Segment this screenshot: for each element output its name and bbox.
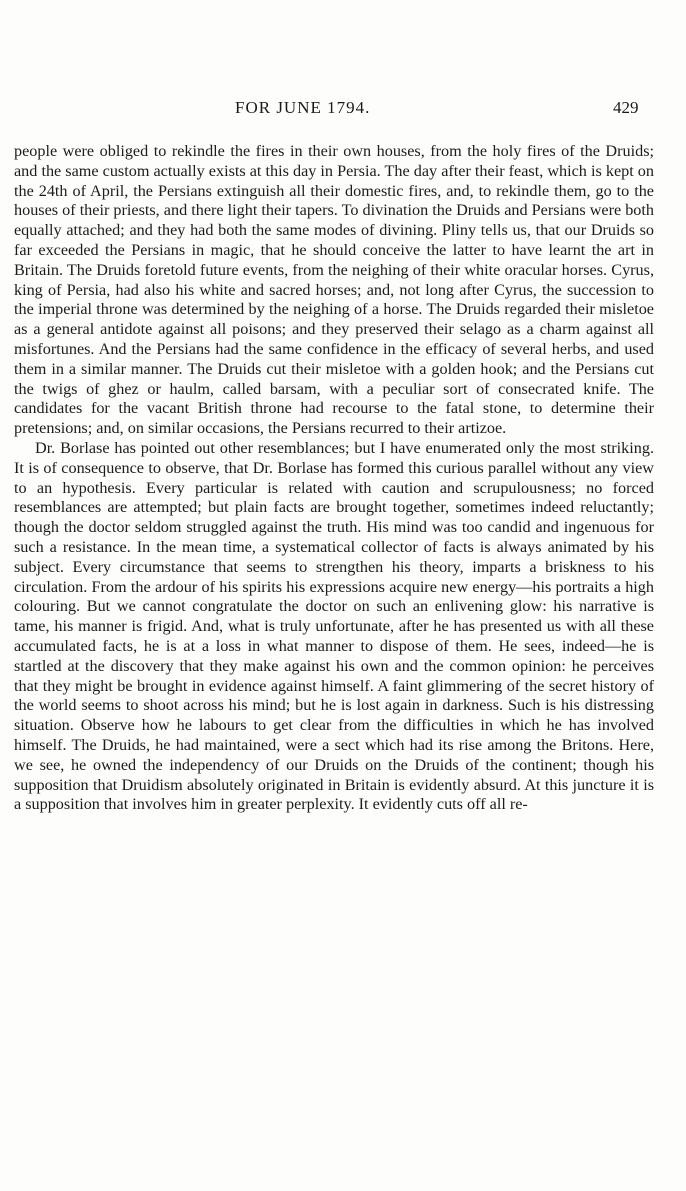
body-text [14, 142, 654, 815]
running-head: FOR JUNE 1794. [235, 98, 371, 117]
paragraph: people were obliged to rekindle the fires in their own houses, from the holy fires of the Druids; and the same custom actually exists at this day in Persia. The day after their feast, which is kept on the 24th of April, the Persians extinguish all their domestic fires, and, to rekindle them, go to the houses of their priests, and there light their tapers. To divination the Druids and Persians were both equally attached; and they had both the same modes of divining. Pliny tells us, that our Druids so far exceeded the Persians in magic, that he should conceive the latter to have learnt the art in Britain. The Druids foretold future events, from the neighing of their white oracular horses. Cyrus, king of Persia, had also his white and sacred horses; and, not long after Cyrus, the succession to the imperial throne was determined by the neighing of a horse. The Druids regarded their misletoe as a general antidote against all poisons; and they preserved their selago as a charm against all misfortunes. And the Persians had the same confidence in the efficacy of several herbs, and used them in a similar manner. The Druids cut their misletoe with a golden hook; and the Persians cut the twigs of ghez or haulm, called barsam, with a peculiar sort of consecrated knife. The candidates for the vacant British throne had recourse to the fatal stone, to determine their pretensions; and, on similar occasions, the Persians recurred to their artizoe. [14, 142, 654, 438]
page-number: 429 [613, 98, 639, 117]
paragraph: Dr. Borlase has pointed out other resemblances; but I have enumerated only the most striking. It is of consequence to observe, that Dr. Borlase has formed this curious parallel without any view to an hypothesis. Every particular is related with caution and scrupulousness; no forced resemblances are attempted; but plain facts are brought together, sometimes indeed reluctantly; though the doctor seldom struggled against the truth. His mind was too candid and ingenuous for such a resistance. In the mean time, a systematical collector of facts is always animated by his subject. Every circumstance that seems to strengthen his theory, imparts a briskness to his circulation. From the ardour of his spirits his expressions acquire new energy—his portraits a high colouring. But we cannot congratulate the doctor on such an enlivening glow: his narrative is tame, his manner is frigid. And, what is truly unfortunate, after he has presented us with all these accumulated facts, he is at a loss in what manner to dispose of them. He sees, indeed—he is startled at the discovery that they make against his own and the common opinion: he perceives that they might be brought in evidence against himself. A faint glimmering of the secret history of the world seems to shoot across his mind; but he is lost again in darkness. Such is his distressing situation. Observe how he labours to get clear from the difficulties in which he has involved himself. The Druids, he had maintained, were a sect which had its rise among the Britons. Here, we see, he owned the independency of our Druids on the Druids of the continent; though his supposition that Druidism absolutely originated in Britain is evidently absurd. At this juncture it is a supposition that involves him in greater perplexity. It evidently cuts off all re- [14, 438, 654, 814]
